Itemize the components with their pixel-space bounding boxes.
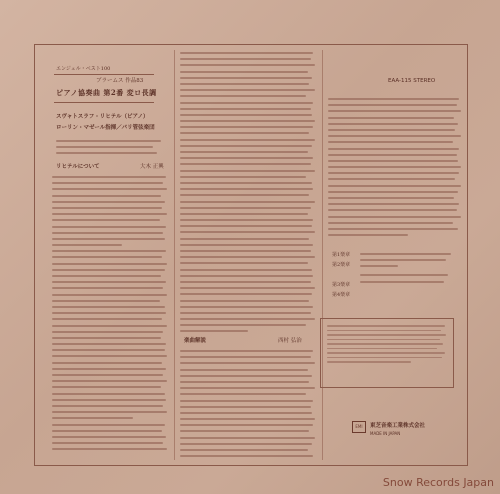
divider <box>54 74 154 75</box>
made-in: MADE IN JAPAN <box>370 431 401 436</box>
movement-1: 第1楽章 <box>332 252 351 258</box>
analysis-body-text <box>180 350 316 461</box>
intro-author: 大木 正興 <box>140 164 164 170</box>
intro-body-text <box>52 176 168 454</box>
column-divider <box>322 50 323 460</box>
intro-heading: リヒテルについて <box>56 164 100 170</box>
composer-work: ブラームス 作品83 <box>96 78 144 84</box>
divider <box>54 102 154 103</box>
notice-box <box>320 318 454 388</box>
movement-3: 第3楽章 <box>332 282 351 288</box>
middle-body-text <box>180 52 316 337</box>
movement-4: 第4楽章 <box>332 292 351 298</box>
series-label: エンジェル・ベスト100 <box>56 66 111 72</box>
column-divider <box>174 50 175 460</box>
analysis-heading: 楽曲解説 <box>184 338 207 344</box>
album-title: ピアノ協奏曲 第2番 変ロ長調 <box>56 88 157 97</box>
conductor: ローリン・マゼール指揮／パリ管弦楽団 <box>56 125 155 131</box>
label-name: 東芝音楽工業株式会社 <box>370 423 426 429</box>
catalog-number: EAA-115 STEREO <box>388 78 436 84</box>
right-body-text <box>328 98 462 240</box>
movement-details <box>360 253 456 287</box>
movement-2: 第2楽章 <box>332 262 351 268</box>
analysis-author: 西村 弘治 <box>278 338 302 344</box>
label-logo-icon: EMI <box>352 421 366 433</box>
credits-block <box>56 140 166 159</box>
watermark: Snow Records Japan <box>382 476 494 489</box>
soloist: スヴャトスラフ・リヒテル（ピアノ） <box>56 114 149 120</box>
